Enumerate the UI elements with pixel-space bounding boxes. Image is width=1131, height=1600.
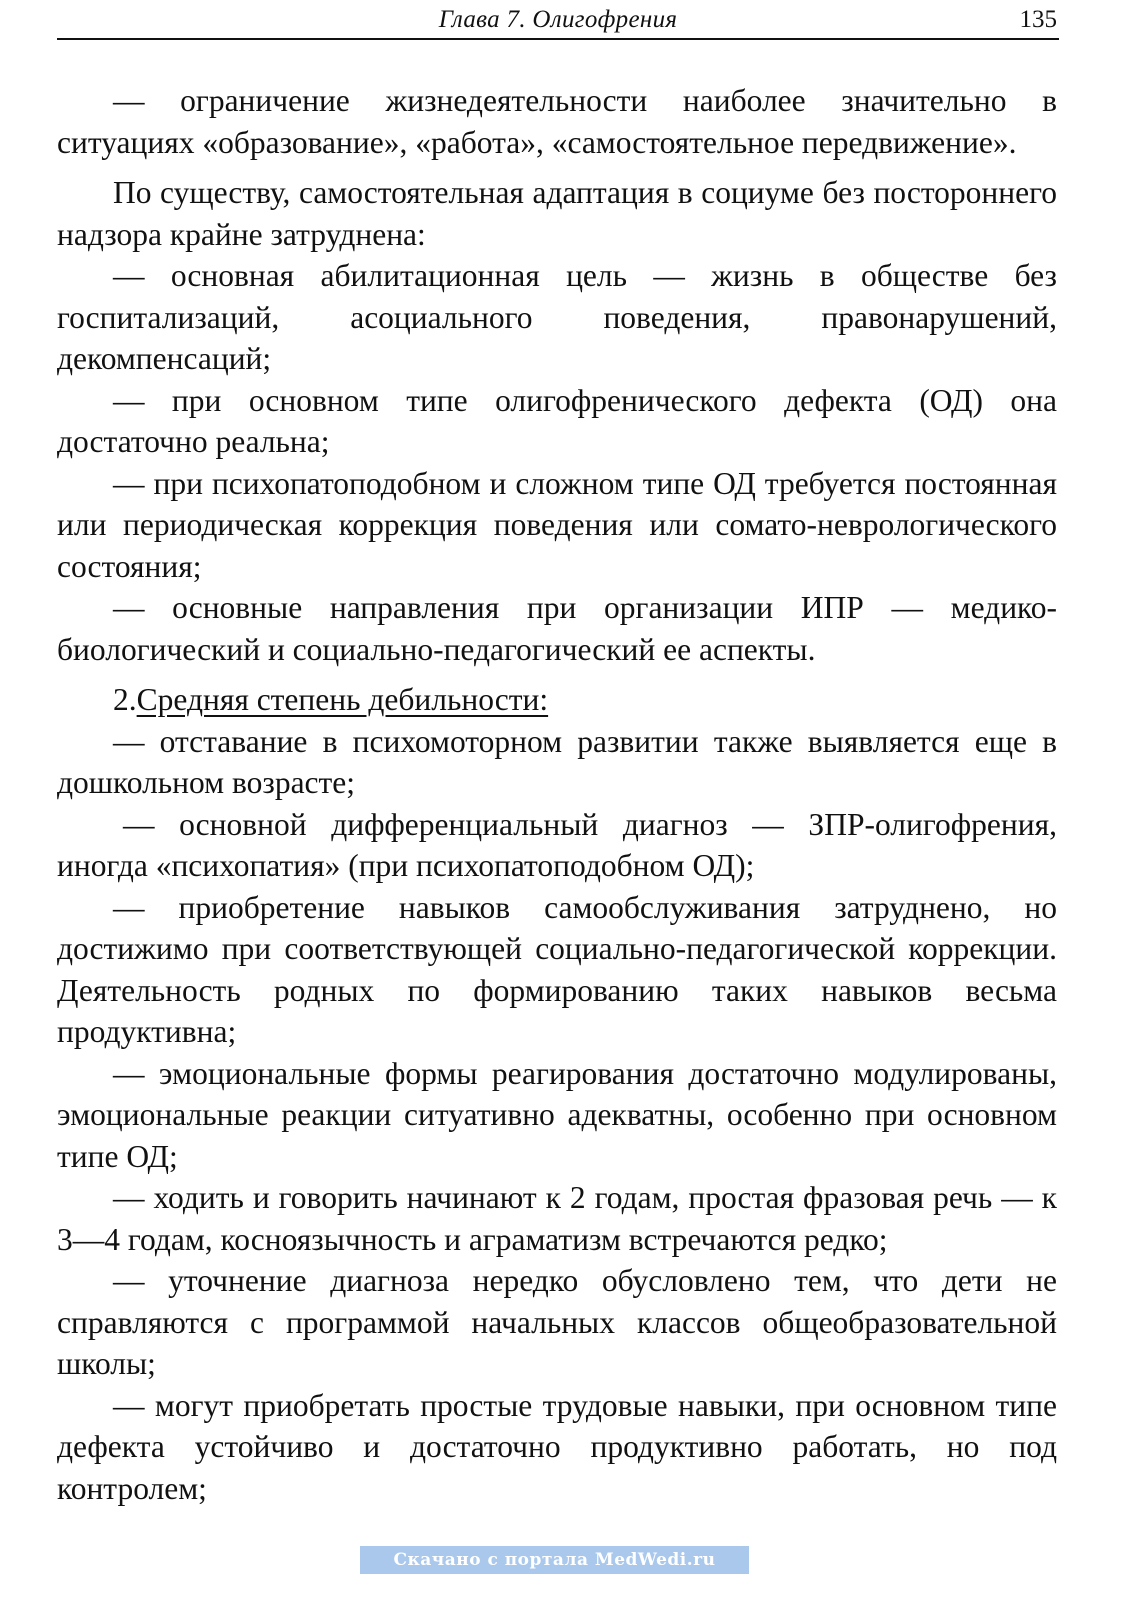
section-number: 2. — [113, 682, 137, 717]
section-heading — [57, 679, 1057, 721]
paragraph: — основная абилитационная цель — жизнь в обществе без госпитализаций, асоциального поведения, правонарушений, декомпенсаций; — [57, 258, 1057, 376]
section-heading-label: Средняя степень дебильности: — [136, 682, 549, 717]
list-item: — эмоциональные формы реагирования достаточно модулированы, эмоциональные реакции ситуативно адекватны, особенно при основном типе ОД; — [57, 1055, 1057, 1174]
list-item: — уточнение диагноза нередко обусловлено тем, что дети не справляются с программой начальных классов общеобразовательной школы; — [57, 1263, 1057, 1381]
list-item: — ходить и говорить начинают к 2 годам, простая фразовая речь — к 3—4 годам, косноязычность и аграматизм встречаются редко; — [57, 1180, 1057, 1257]
paragraph: — основные направления при организации ИПР — медико-биологический и социально-педагогический ее аспекты. — [57, 590, 1057, 667]
list-item: — отставание в психомоторном развитии также выявляется еще в дошкольном возрасте; — [57, 723, 1057, 800]
paragraph: — при основном типе олигофренического дефекта (ОД) она достаточно реальна; — [57, 382, 1057, 459]
running-header — [57, 4, 1059, 40]
watermark-banner: Скачано с портала MedWedi.ru — [360, 1546, 749, 1574]
paragraph: — ограничение жизнедеятельности наиболее значительно в ситуациях «образование», «работа», «самостоятельное передвижение». — [57, 83, 1057, 160]
list-item: — основной дифференциальный диагноз — ЗПР-олигофрения, иногда «психопатия» (при психопатоподобном ОД); — [57, 806, 1057, 883]
body-text — [57, 80, 1057, 1509]
running-title: Глава 7. Олигофрения — [438, 6, 678, 33]
paragraph: — при психопатоподобном и сложном типе ОД требуется постоянная или периодическая коррекция поведения или сомато-неврологического состояния; — [57, 465, 1057, 584]
list-item: — приобретение навыков самообслуживания затруднено, но достижимо при соответствующей социально-педагогической коррекции. Деятельность родных по формированию таких навыков весьма продуктивна; — [57, 889, 1057, 1049]
paragraph: По существу, самостоятельная адаптация в социуме без постороннего надзора крайне затруднена: — [57, 175, 1057, 252]
page-number: 135 — [1019, 6, 1057, 33]
list-item: — могут приобретать простые трудовые навыки, при основном типе дефекта устойчиво и достаточно продуктивно работать, но под контролем; — [57, 1387, 1057, 1506]
